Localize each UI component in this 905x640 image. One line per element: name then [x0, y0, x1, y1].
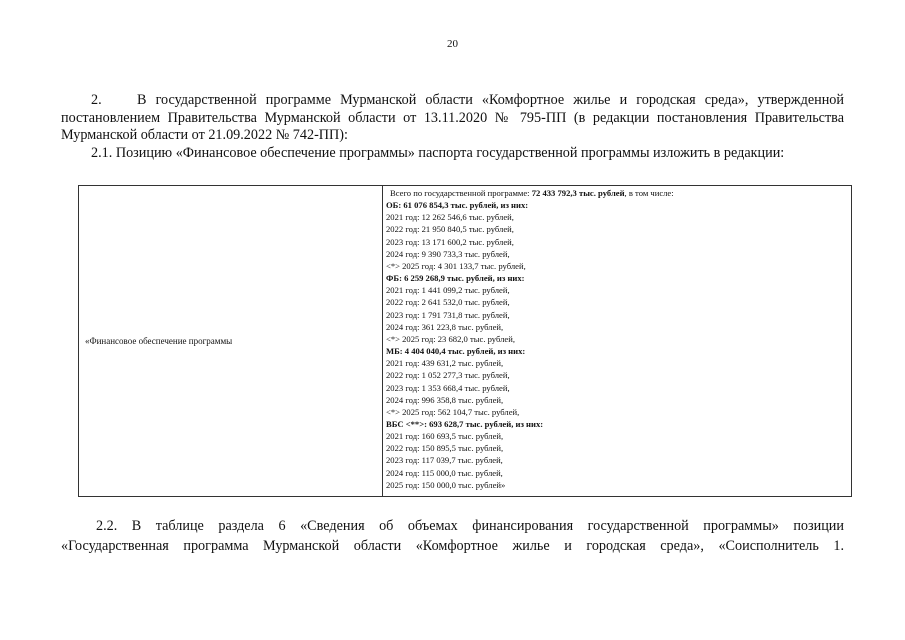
paragraph-2-text: В государственной программе Мурманской области «Комфортное жилье и городская среда», утвержденной постановлением Правительства Мурманской области от 13.11.2020 № 795-ПП (в редакции постановления Правительства Мурманской области от 21.09.2022 № 742-ПП): — [61, 92, 844, 143]
ob-year: 2021 год: 12 262 546,6 тыс. рублей, — [386, 212, 514, 223]
vbs-year: 2025 год: 150 000,0 тыс. рублей» — [386, 479, 506, 490]
vbs-heading: ВБС <**>: 693 628,7 тыс. рублей, из них: — [386, 418, 544, 429]
total-suffix: , в том числе: — [624, 188, 674, 198]
financing-values — [383, 186, 852, 497]
ob-heading: ОБ: 61 076 854,3 тыс. рублей, из них: — [386, 200, 529, 211]
table-row — [79, 186, 852, 497]
mb-year: 2021 год: 439 631,2 тыс. рублей, — [386, 358, 504, 369]
mb-year: 2024 год: 996 358,8 тыс. рублей, — [386, 394, 504, 405]
ob-year: 2023 год: 13 171 600,2 тыс. рублей, — [386, 236, 514, 247]
financing-table — [78, 185, 852, 497]
ob-year: <*> 2025 год: 4 301 133,7 тыс. рублей, — [386, 260, 526, 271]
fb-year: 2022 год: 2 641 532,0 тыс. рублей, — [386, 297, 510, 308]
paragraph-number: 2. — [91, 92, 102, 108]
total-prefix: Всего по государственной программе: — [390, 188, 532, 198]
mb-year: <*> 2025 год: 562 104,7 тыс. рублей, — [386, 406, 520, 417]
total-line — [386, 187, 851, 199]
position-label: «Финансовое обеспечение программы — [79, 186, 383, 497]
vbs-year: 2022 год: 150 895,5 тыс. рублей, — [386, 443, 504, 454]
ob-year: 2022 год: 21 950 840,5 тыс. рублей, — [386, 224, 514, 235]
vbs-year: 2023 год: 117 039,7 тыс. рублей, — [386, 455, 503, 466]
ob-year: 2024 год: 9 390 733,3 тыс. рублей, — [386, 248, 510, 259]
mb-year: 2022 год: 1 052 277,3 тыс. рублей, — [386, 370, 510, 381]
paragraph-2-2-line-2: «Государственная программа Мурманской области «Комфортное жилье и городская среда», «Соисполнитель 1. — [61, 538, 844, 554]
fb-year: 2024 год: 361 223,8 тыс. рублей, — [386, 321, 504, 332]
paragraph-2-2-line-1: 2.2. В таблице раздела 6 «Сведения об объемах финансирования государственной программы» позиции — [96, 518, 844, 534]
mb-heading: МБ: 4 404 040,4 тыс. рублей, из них: — [386, 346, 526, 357]
vbs-year: 2024 год: 115 000,0 тыс. рублей, — [386, 467, 503, 478]
paragraph-2-1: 2.1. Позицию «Финансовое обеспечение программы» паспорта государственной программы изложить в редакции: — [91, 145, 785, 161]
page-number: 20 — [447, 38, 458, 50]
vbs-year: 2021 год: 160 693,5 тыс. рублей, — [386, 431, 504, 442]
mb-year: 2023 год: 1 353 668,4 тыс. рублей, — [386, 382, 510, 393]
fb-year: 2023 год: 1 791 731,8 тыс. рублей, — [386, 309, 510, 320]
fb-year: 2021 год: 1 441 099,2 тыс. рублей, — [386, 285, 510, 296]
fb-year: <*> 2025 год: 23 682,0 тыс. рублей, — [386, 333, 515, 344]
fb-heading: ФБ: 6 259 268,9 тыс. рублей, из них: — [386, 273, 525, 284]
paragraph-2 — [61, 92, 844, 145]
total-value: 72 433 792,3 тыс. рублей — [531, 188, 625, 198]
